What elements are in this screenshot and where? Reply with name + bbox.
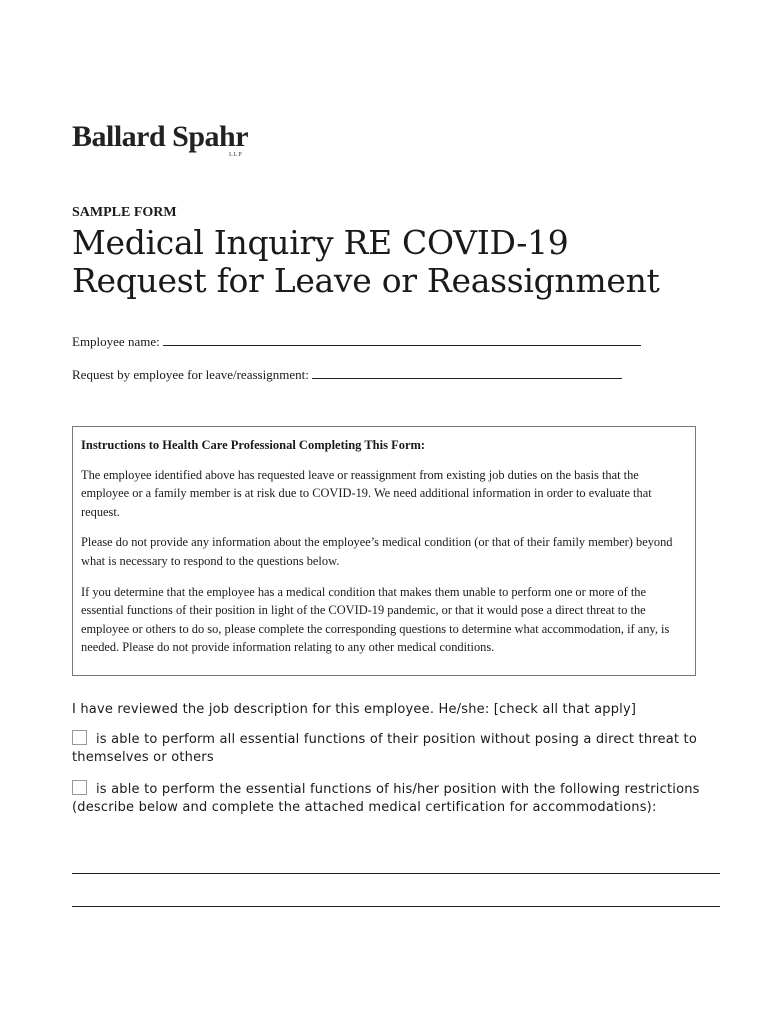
- request-label: Request by employee for leave/reassignment:: [72, 367, 309, 382]
- instructions-paragraph-2: Please do not provide any information about the employee’s medical condition (or that of their family member) beyond what is necessary to respond to the questions below.: [81, 535, 673, 568]
- option-2: [72, 780, 712, 817]
- instructions-heading: Instructions to Health Care Professional Completing This Form:: [81, 438, 426, 452]
- ballard-spahr-logo: [72, 120, 249, 158]
- option-1: [72, 730, 712, 767]
- sample-form-label: SAMPLE FORM: [72, 205, 177, 220]
- request-input-line[interactable]: [312, 366, 622, 379]
- option-1-checkbox[interactable]: [72, 730, 87, 745]
- employee-name-label: Employee name:: [72, 334, 160, 349]
- instructions-paragraph-3: If you determine that the employee has a medical condition that makes them unable to perform one or more of the essential functions of their position in light of the COVID-19 pandemic, or that it would pose a direct threat to the employee or others to do so, please complete the corresponding questions to determine what accommodation, if any, is needed. Please do not provide information relating to any other medical conditions.: [81, 584, 670, 655]
- instructions-paragraph-1: The employee identified above has requested leave or reassignment from existing job duties on the basis that the employee or a family member is at risk due to COVID-19. We need additional information in order to evaluate that request.: [81, 467, 652, 519]
- restrictions-line-1[interactable]: [72, 873, 720, 874]
- logo-wordmark: Ballard Spahr: [72, 120, 249, 153]
- option-2-checkbox[interactable]: [72, 780, 87, 795]
- employee-name-input-line[interactable]: [163, 333, 641, 346]
- page-title: [72, 224, 660, 300]
- employee-name-field: [72, 333, 641, 350]
- option-1-label: is able to perform all essential functions of their position without posing a direct threat to themselves or others: [72, 732, 697, 765]
- logo-suffix: LLP: [229, 152, 243, 158]
- request-field: [72, 366, 622, 383]
- instructions-box: [72, 426, 696, 676]
- restrictions-line-2[interactable]: [72, 906, 720, 907]
- option-2-label: is able to perform the essential functions of his/her position with the following restrictions (describe below and complete the attached medical certification for accommodations):: [72, 782, 700, 815]
- review-statement: I have reviewed the job description for this employee. He/she: [check all that apply]: [72, 702, 637, 717]
- title-line-1: Medical Inquiry RE COVID-19: [72, 223, 569, 262]
- title-line-2: Request for Leave or Reassignment: [72, 261, 660, 300]
